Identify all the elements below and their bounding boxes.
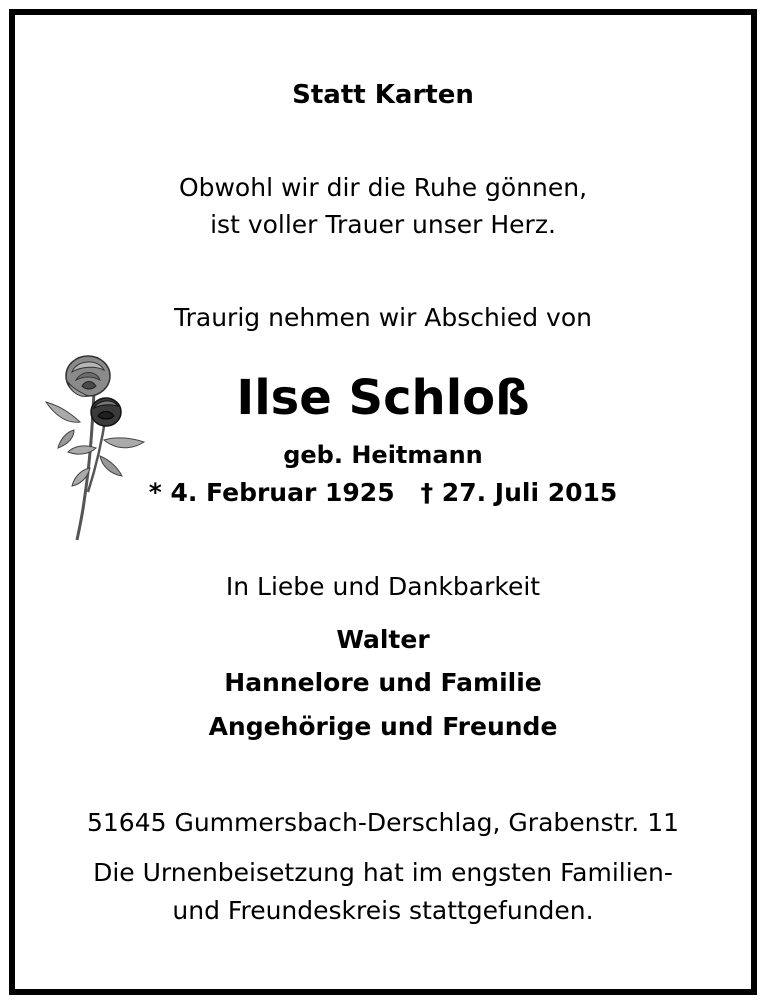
birth-date: * 4. Februar 1925 — [148, 478, 395, 507]
heading: Statt Karten — [292, 80, 474, 110]
death-date: † 27. Juli 2015 — [420, 478, 618, 507]
maiden-name: geb. Heitmann — [283, 441, 483, 469]
poem-line-1: Obwohl wir dir die Ruhe gönnen, — [178, 173, 588, 202]
poem-line-2: ist voller Trauer unser Herz. — [210, 210, 556, 239]
thanks-line: In Liebe und Dankbarkeit — [225, 572, 541, 601]
burial-note-line-1: Die Urnenbeisetzung hat im engsten Familien- — [93, 858, 673, 887]
mourner-1: Walter — [336, 625, 430, 654]
mourner-2: Hannelore und Familie — [224, 668, 542, 697]
deceased-name: Ilse Schloß — [236, 370, 530, 426]
address: 51645 Gummersbach-Derschlag, Grabenstr. 11 — [86, 808, 680, 837]
life-dates — [0, 478, 766, 507]
farewell-intro: Traurig nehmen wir Abschied von — [174, 303, 592, 332]
burial-note-line-2: und Freundeskreis stattgefunden. — [172, 896, 594, 925]
mourner-3: Angehörige und Freunde — [208, 712, 558, 741]
